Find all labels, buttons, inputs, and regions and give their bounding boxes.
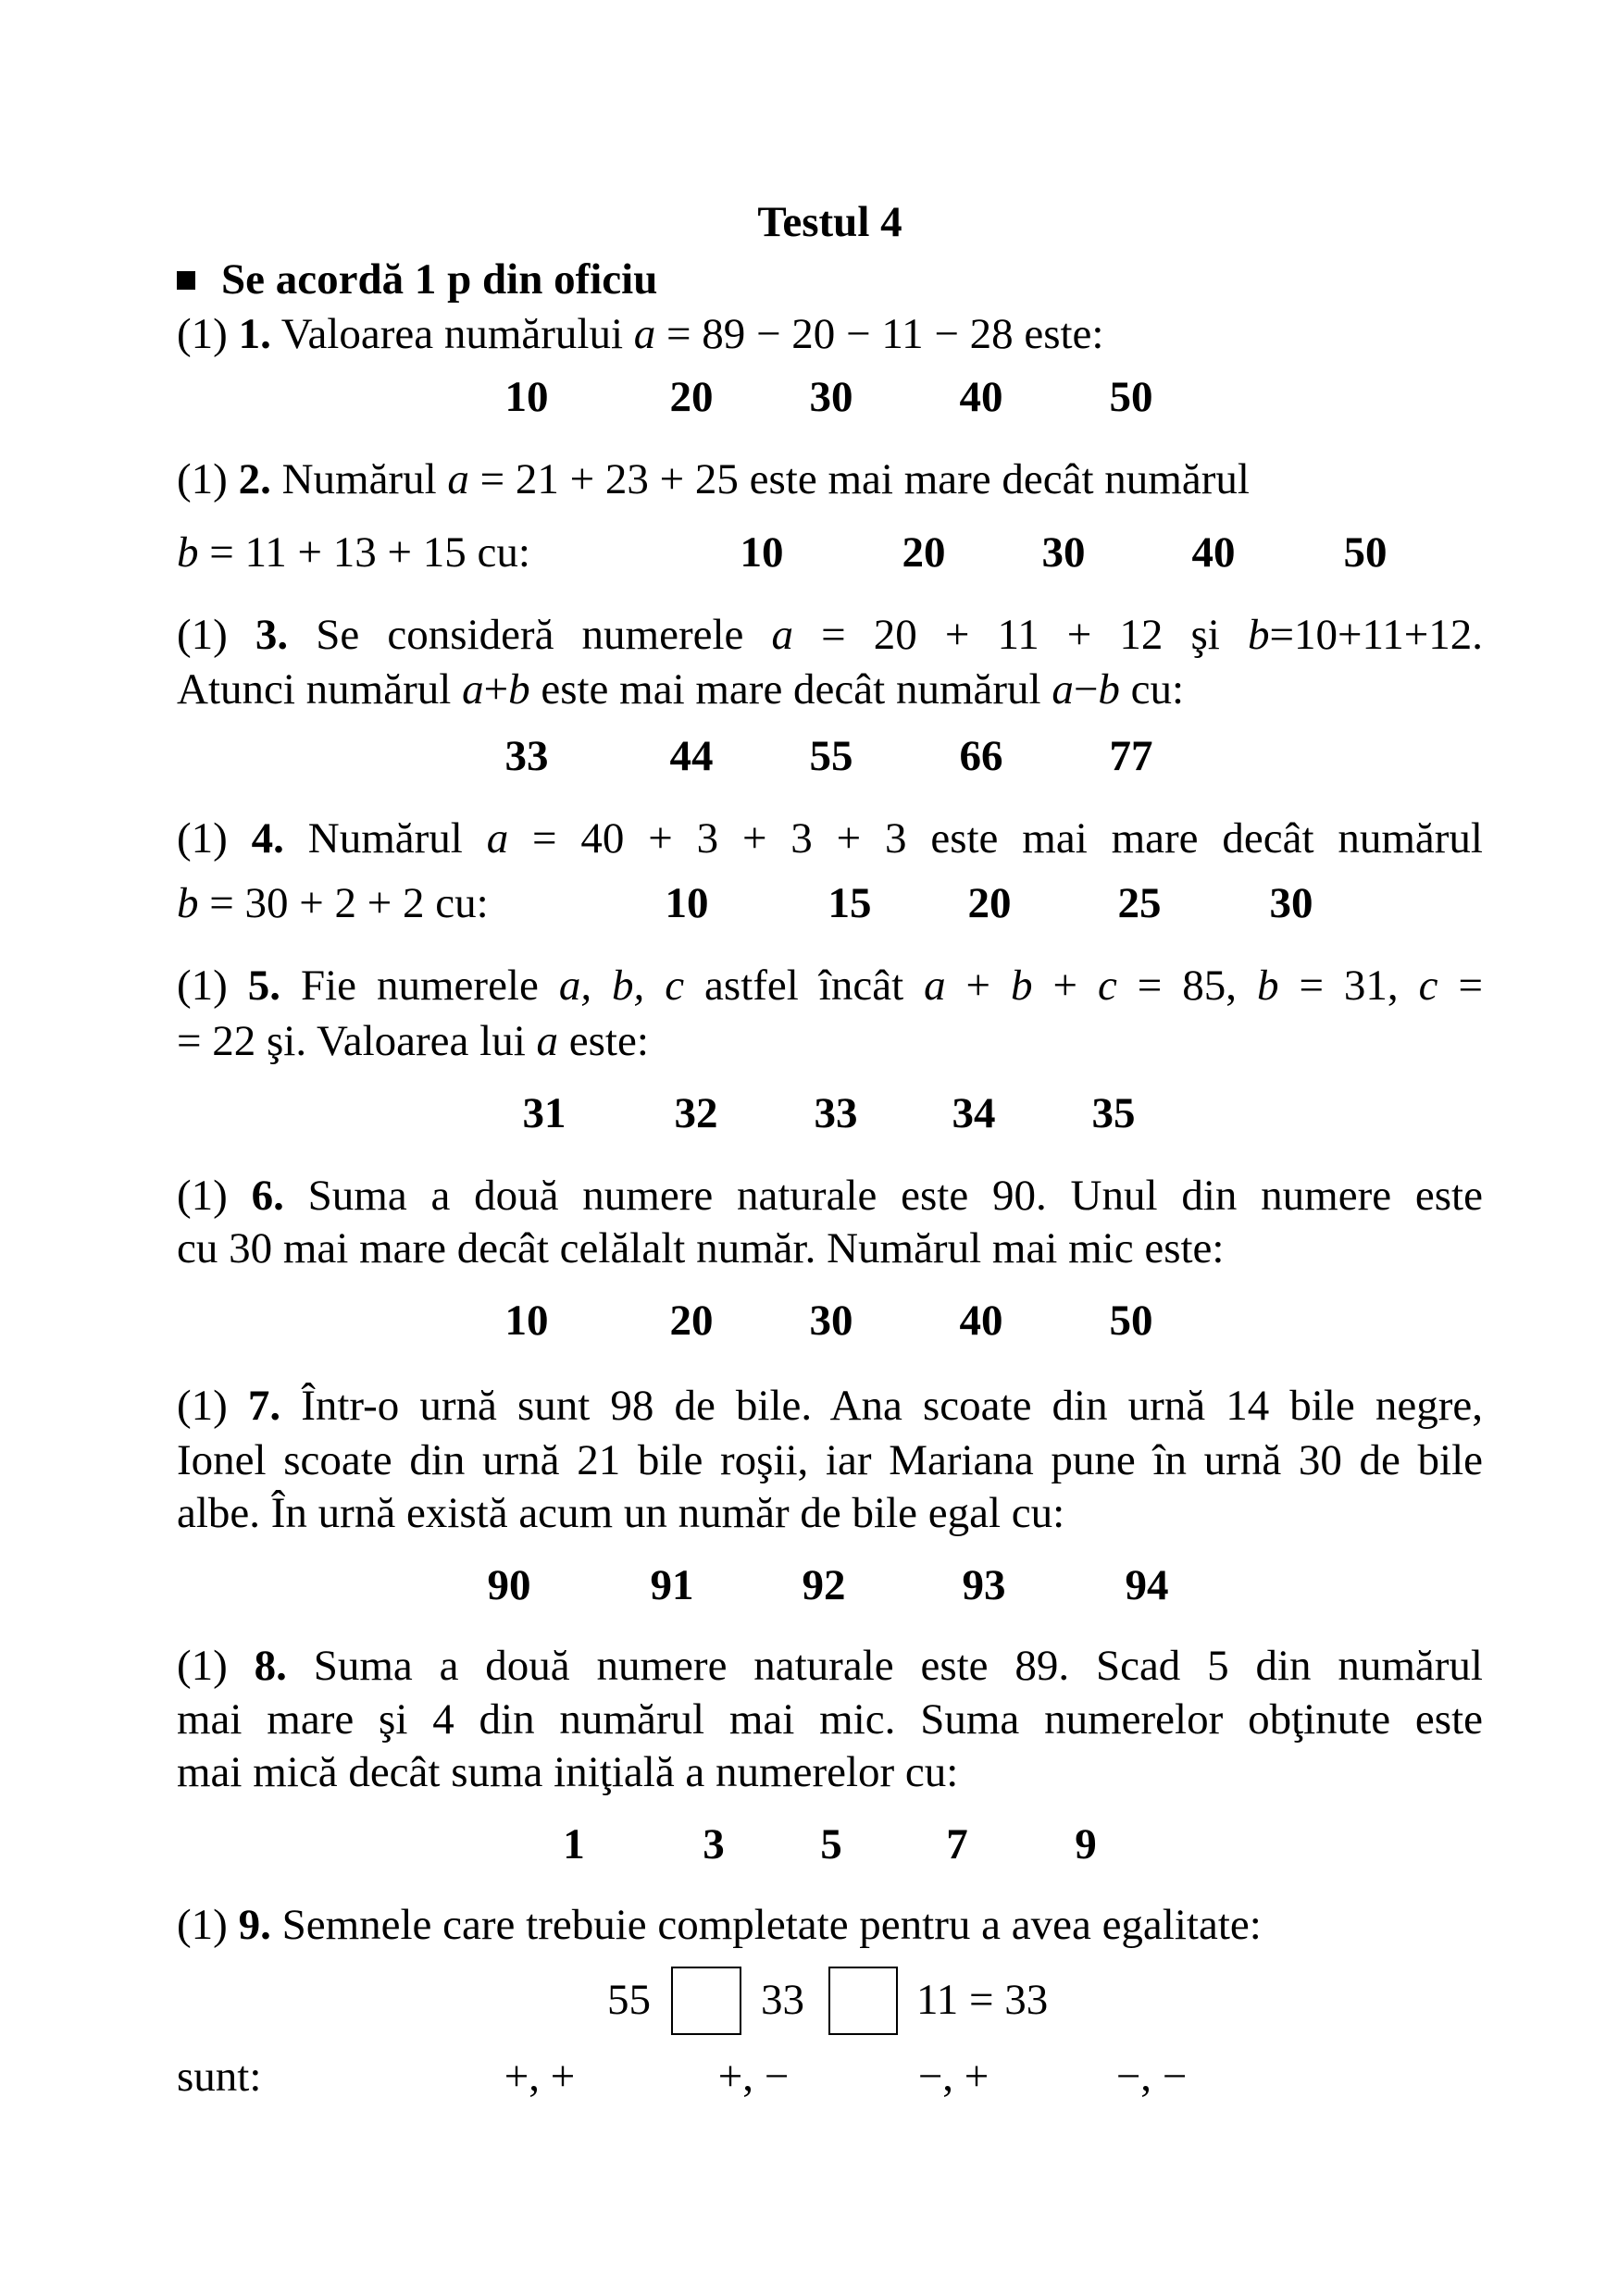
- text-segment: 1.: [238, 310, 271, 358]
- text-segment: = 85,: [1116, 962, 1257, 1010]
- text-segment: albe. În urnă există acum un număr de bile egal cu:: [177, 1489, 1065, 1537]
- answer-option-q4[interactable]: 20: [967, 879, 1012, 927]
- text-segment: Se consideră numerele: [288, 611, 772, 659]
- question-line-q3-l2: [177, 663, 1483, 716]
- math-variable: b: [508, 665, 530, 714]
- question-line-q6-l1: [177, 1169, 1483, 1222]
- question-line-q8-l3: [177, 1745, 1483, 1799]
- answer-option-q7[interactable]: 91: [650, 1561, 694, 1609]
- text-segment: 8.: [254, 1642, 287, 1690]
- text-segment: (1): [177, 962, 248, 1010]
- text-segment: +: [945, 962, 1012, 1010]
- math-variable: a: [771, 611, 794, 659]
- answer-option-q8[interactable]: 7: [946, 1820, 968, 1868]
- text-segment: (1): [177, 455, 239, 503]
- math-variable: a: [1052, 665, 1074, 714]
- equation-term-a: 55: [607, 1976, 651, 2024]
- answer-option-q7[interactable]: 90: [487, 1561, 531, 1609]
- text-segment: sunt:: [177, 2053, 262, 2101]
- text-segment: (1): [177, 611, 255, 659]
- text-segment: = 89 − 20 − 11 − 28 este:: [655, 310, 1104, 358]
- bonus-text: Se acordă 1 p din oficiu: [221, 255, 658, 304]
- bonus-note: [177, 253, 1483, 306]
- math-variable: c: [1097, 962, 1117, 1010]
- math-variable: a: [447, 455, 469, 503]
- text-segment: 7.: [247, 1382, 281, 1430]
- text-segment: Fie numerele: [280, 962, 559, 1010]
- text-segment: −: [1073, 665, 1099, 714]
- answer-option-q9[interactable]: +, +: [504, 2053, 576, 2101]
- math-variable: b: [1247, 611, 1270, 659]
- answer-option-q1[interactable]: 50: [1109, 373, 1153, 421]
- text-segment: mai mică decât suma iniţială a numerelor cu:: [177, 1748, 959, 1796]
- answer-option-q6[interactable]: 50: [1109, 1297, 1153, 1345]
- answer-option-q9[interactable]: −, −: [1115, 2053, 1188, 2101]
- answer-option-q3[interactable]: 44: [669, 732, 714, 780]
- answer-option-q1[interactable]: 10: [504, 373, 549, 421]
- text-segment: cu:: [1119, 665, 1185, 714]
- answer-option-q8[interactable]: 9: [1075, 1820, 1097, 1868]
- question-line-q5-l1: [177, 959, 1483, 1012]
- question-line-q7-l1: [177, 1379, 1483, 1433]
- equation-term-b: 33: [761, 1976, 804, 2024]
- answer-option-q5[interactable]: 33: [814, 1089, 858, 1137]
- text-segment: este:: [558, 1017, 649, 1065]
- answer-option-q5[interactable]: 35: [1091, 1089, 1136, 1137]
- text-segment: =: [1438, 962, 1483, 1010]
- question-line-q1-l1: [177, 307, 1483, 361]
- answer-option-q5[interactable]: 32: [674, 1089, 718, 1137]
- answer-option-q4[interactable]: 15: [828, 879, 872, 927]
- math-variable: b: [1011, 962, 1033, 1010]
- answer-option-q8[interactable]: 5: [820, 1820, 842, 1868]
- text-segment: +: [1032, 962, 1098, 1010]
- text-segment: 2.: [238, 455, 271, 503]
- text-segment: este mai mare decât numărul: [529, 665, 1052, 714]
- text-segment: = 21 + 23 + 25 este mai mare decât numărul: [468, 455, 1250, 503]
- text-segment: Atunci numărul: [177, 665, 463, 714]
- math-variable: b: [1098, 665, 1120, 714]
- math-variable: b: [177, 528, 199, 577]
- math-variable: c: [1418, 962, 1438, 1010]
- question-line-q7-l3: [177, 1486, 1483, 1540]
- question-line-q4-l1: [177, 812, 1483, 865]
- text-segment: cu 30 mai mare decât celălalt număr. Numărul mai mic este:: [177, 1224, 1225, 1272]
- answer-option-q8[interactable]: 1: [563, 1820, 585, 1868]
- question-line-q5-l2: [177, 1014, 1483, 1068]
- text-segment: 3.: [255, 611, 289, 659]
- math-variable: a, b, c: [558, 962, 685, 1010]
- text-segment: 4.: [251, 814, 284, 863]
- answer-option-q3[interactable]: 66: [959, 732, 1003, 780]
- text-segment: = 31,: [1278, 962, 1419, 1010]
- math-variable: a: [486, 814, 509, 863]
- answer-option-q4[interactable]: 30: [1269, 879, 1313, 927]
- answer-option-q7[interactable]: 92: [802, 1561, 846, 1609]
- answer-option-q2[interactable]: 10: [740, 528, 784, 577]
- answer-option-q7[interactable]: 94: [1125, 1561, 1169, 1609]
- text-segment: Valoarea numărului: [270, 310, 634, 358]
- answer-option-q7[interactable]: 93: [962, 1561, 1006, 1609]
- text-segment: = 20 + 11 + 12 şi: [793, 611, 1248, 659]
- page-title: Testul 4: [757, 198, 902, 246]
- math-variable: a: [462, 665, 484, 714]
- answer-option-q6[interactable]: 20: [669, 1297, 714, 1345]
- text-segment: (1): [177, 310, 239, 358]
- answer-option-q5[interactable]: 31: [522, 1089, 566, 1137]
- answer-option-q2[interactable]: 50: [1343, 528, 1388, 577]
- question-line-q7-l2: [177, 1433, 1483, 1487]
- answer-option-q1[interactable]: 30: [809, 373, 853, 421]
- text-segment: = 40 + 3 + 3 + 3 este mai mare decât numărul: [508, 814, 1483, 863]
- question-line-q2-l2: [177, 526, 1483, 579]
- text-segment: (1): [177, 814, 252, 863]
- question-line-q9-l1: [177, 1898, 1483, 1952]
- text-segment: Numărul: [283, 814, 487, 863]
- text-segment: (1): [177, 1172, 252, 1220]
- math-variable: a: [633, 310, 656, 358]
- answer-option-q9[interactable]: +, −: [717, 2053, 790, 2101]
- answer-option-q5[interactable]: 34: [952, 1089, 996, 1137]
- answer-option-q1[interactable]: 20: [669, 373, 714, 421]
- equation-rest: 11 = 33: [916, 1976, 1049, 2024]
- question-line-q6-l2: [177, 1222, 1483, 1275]
- question-line-q8-l2: [177, 1693, 1483, 1746]
- answer-option-q6[interactable]: 40: [959, 1297, 1003, 1345]
- text-segment: 6.: [251, 1172, 284, 1220]
- answer-option-q6[interactable]: 30: [809, 1297, 853, 1345]
- text-segment: Suma a două numere naturale este 89. Scad 5 din numărul: [286, 1642, 1483, 1690]
- text-segment: = 30 + 2 + 2 cu:: [198, 879, 489, 927]
- text-segment: Numărul: [270, 455, 448, 503]
- text-segment: 9.: [238, 1901, 271, 1949]
- question-line-q3-l1: [177, 608, 1483, 662]
- text-segment: = 11 + 13 + 15 cu:: [198, 528, 530, 577]
- square-bullet-icon: [177, 271, 195, 290]
- text-segment: (1): [177, 1901, 239, 1949]
- text-segment: Într-o urnă sunt 98 de bile. Ana scoate din urnă 14 bile negre,: [280, 1382, 1483, 1430]
- blank-sign-box-1[interactable]: [671, 1967, 741, 2035]
- question-line-q8-l1: [177, 1639, 1483, 1693]
- question-line-q2-l1: [177, 453, 1483, 506]
- text-segment: Suma a două numere naturale este 90. Unul din numere este: [283, 1172, 1483, 1220]
- text-segment: Ionel scoate din urnă 21 bile roşii, iar Mariana pune în urnă 30 de bile: [177, 1436, 1483, 1484]
- text-segment: (1): [177, 1382, 248, 1430]
- text-segment: astfel încât: [684, 962, 925, 1010]
- question-line-q9-l3: [177, 2050, 1483, 2104]
- answer-option-q3[interactable]: 55: [809, 732, 853, 780]
- text-segment: =10+11+12.: [1269, 611, 1483, 659]
- answer-option-q4[interactable]: 25: [1117, 879, 1162, 927]
- answer-option-q3[interactable]: 33: [504, 732, 549, 780]
- answer-option-q2[interactable]: 30: [1041, 528, 1086, 577]
- math-variable: b: [1256, 962, 1279, 1010]
- answer-option-q2[interactable]: 20: [902, 528, 946, 577]
- answer-option-q3[interactable]: 77: [1109, 732, 1153, 780]
- math-variable: a: [536, 1017, 559, 1065]
- text-segment: Semnele care trebuie completate pentru a avea egalitate:: [270, 1901, 1262, 1949]
- math-variable: b: [177, 879, 199, 927]
- answer-option-q1[interactable]: 40: [959, 373, 1003, 421]
- answer-option-q2[interactable]: 40: [1191, 528, 1236, 577]
- text-segment: 5.: [247, 962, 281, 1010]
- text-segment: (1): [177, 1642, 255, 1690]
- answer-option-q8[interactable]: 3: [703, 1820, 725, 1868]
- answer-option-q9[interactable]: −, +: [917, 2053, 989, 2101]
- blank-sign-box-2[interactable]: [828, 1967, 898, 2035]
- text-segment: mai mare şi 4 din numărul mai mic. Suma numerelor obţinute este: [177, 1695, 1483, 1744]
- answer-option-q4[interactable]: 10: [665, 879, 709, 927]
- text-segment: = 22 şi. Valoarea lui: [177, 1017, 537, 1065]
- text-segment: +: [483, 665, 509, 714]
- math-variable: a: [924, 962, 946, 1010]
- answer-option-q6[interactable]: 10: [504, 1297, 549, 1345]
